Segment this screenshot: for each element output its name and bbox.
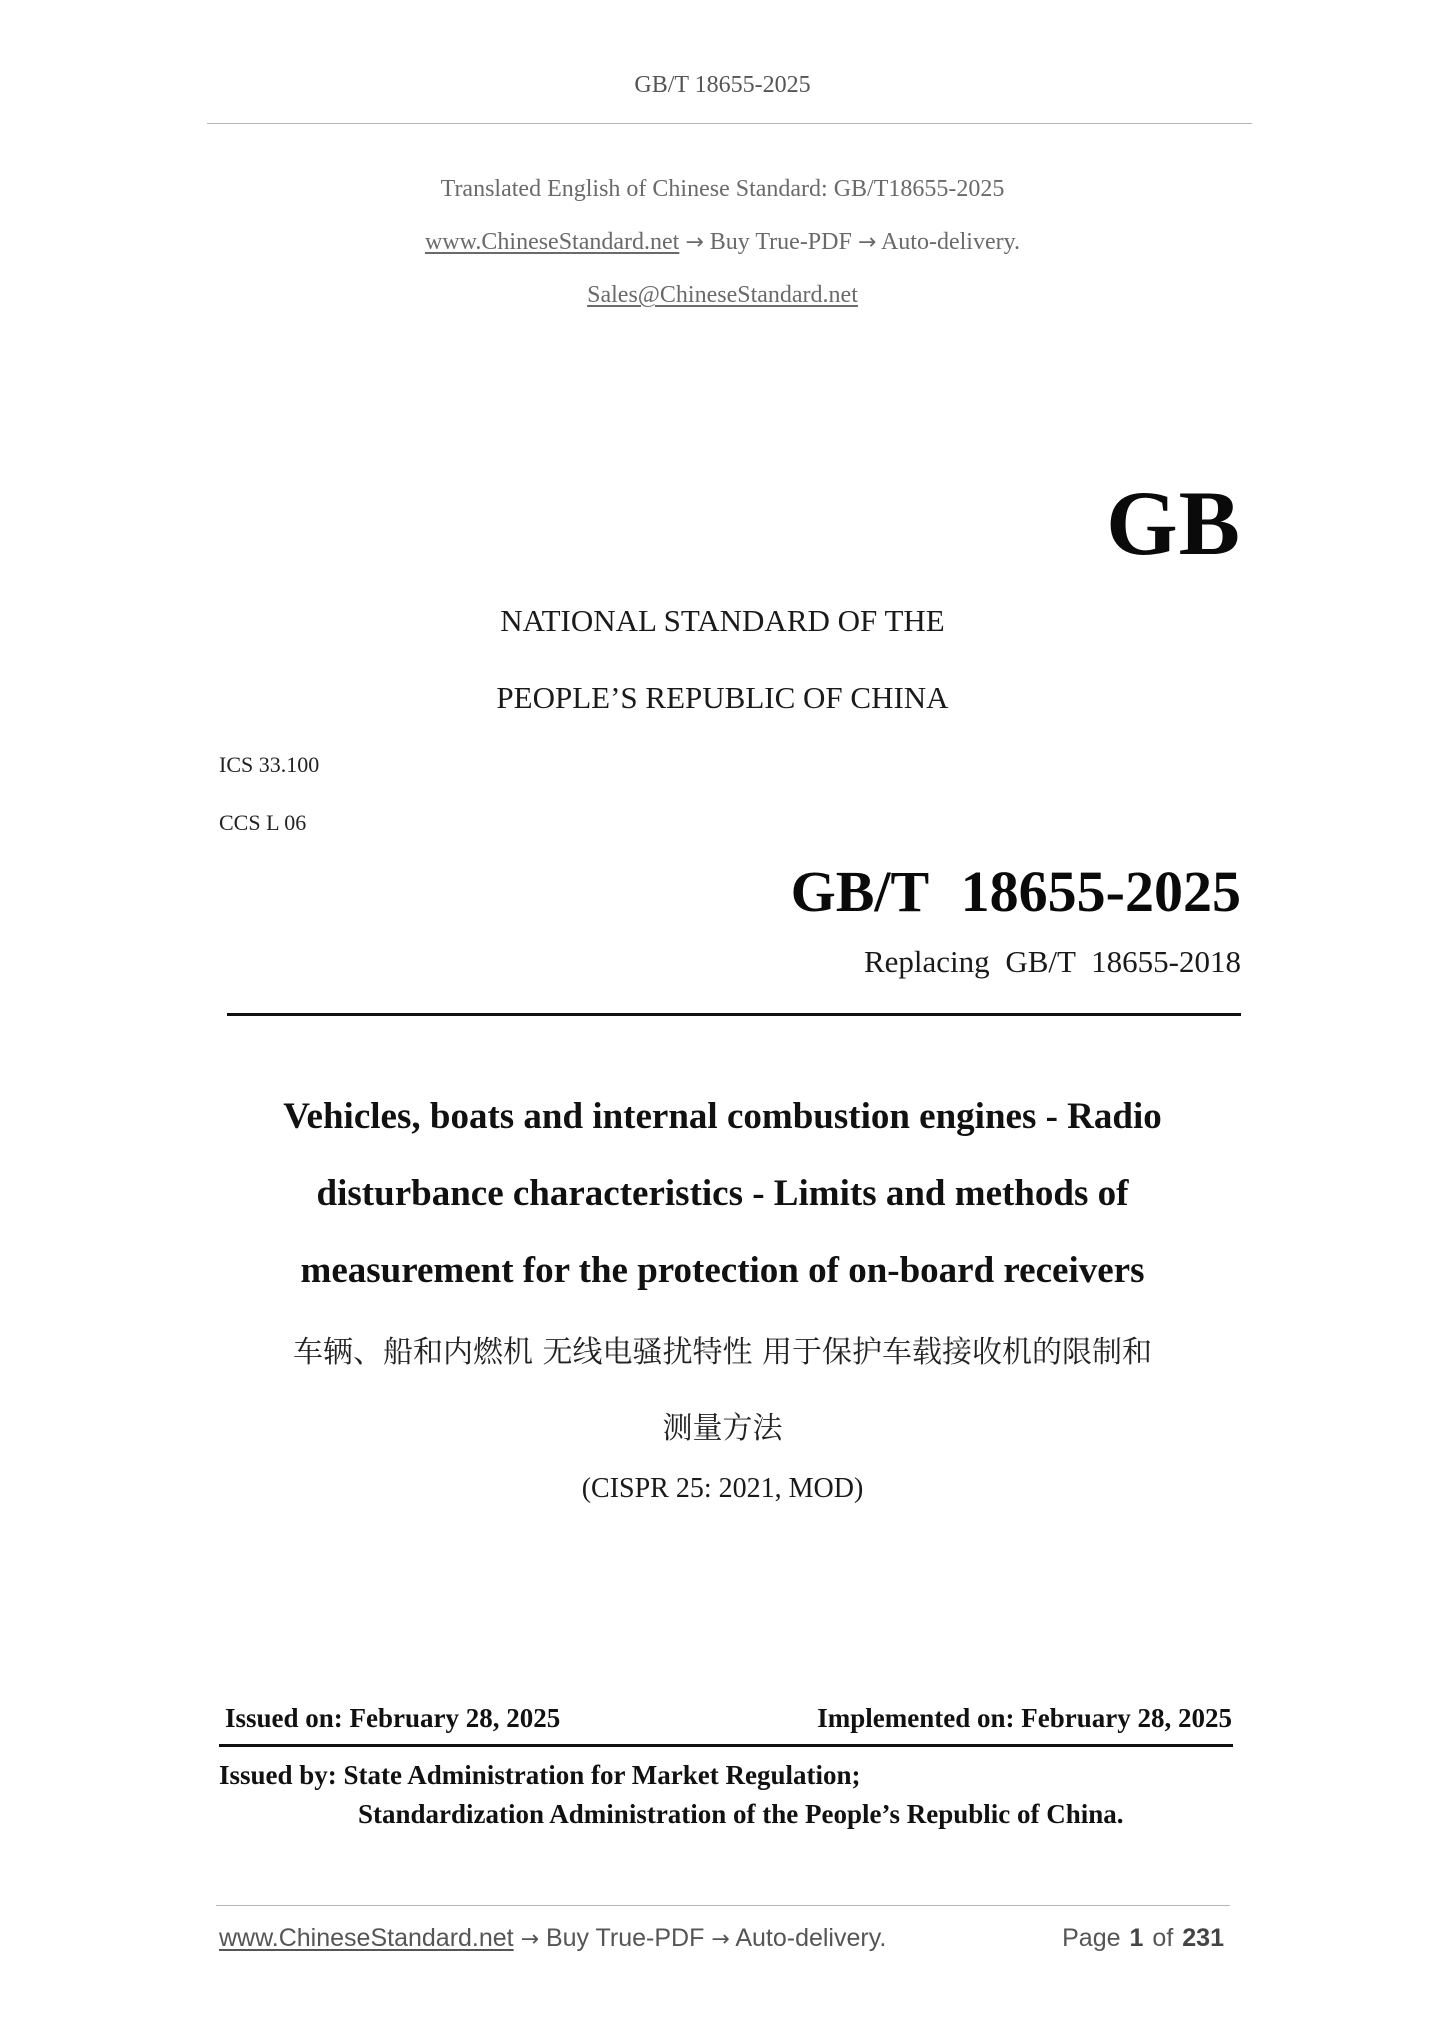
chinese-title-line1: 车辆、船和内燃机 无线电骚扰特性 用于保护车载接收机的限制和 (292, 1335, 1153, 1370)
page-current: 1 (1129, 1924, 1144, 1952)
ccs-code: CCS L 06 (219, 810, 307, 835)
sales-email-link[interactable]: Sales@ChineseStandard.net (587, 282, 858, 308)
footer-site-link[interactable]: www.ChineseStandard.net (219, 1924, 514, 1952)
contact-line (0, 282, 1445, 309)
adoption-note: (CISPR 25: 2021, MOD) (581, 1473, 864, 1504)
site-link[interactable]: www.ChineseStandard.net (424, 229, 680, 255)
arrow-right-icon: → (857, 230, 877, 255)
english-title-line3: measurement for the protection of on-board receivers (300, 1250, 1145, 1291)
purchase-notice (0, 229, 1445, 256)
chinese-title-line2: 测量方法 (662, 1411, 783, 1446)
english-title-line1: Vehicles, boats and internal combustion engines - Radio (283, 1096, 1162, 1137)
footer-divider (216, 1905, 1230, 1906)
english-title-line2: disturbance characteristics - Limits and methods of (316, 1173, 1129, 1214)
footer-delivery-text: Auto-delivery. (735, 1924, 887, 1952)
title-divider (227, 1013, 1241, 1016)
buy-pdf-text: Buy True-PDF (709, 229, 852, 255)
footer-buy-text: Buy True-PDF (545, 1924, 705, 1952)
national-standard-line2: PEOPLE’S REPUBLIC OF CHINA (496, 680, 949, 715)
issued-on-date: Issued on: February 28, 2025 (225, 1703, 561, 1733)
page-of: of (1152, 1924, 1174, 1952)
page-total: 231 (1182, 1924, 1224, 1952)
ics-code: ICS 33.100 (219, 752, 320, 777)
implemented-on-date: Implemented on: February 28, 2025 (817, 1703, 1232, 1733)
issuer-line2: Standardization Administration of the People’s Republic of China. (358, 1799, 1124, 1829)
arrow-right-icon: → (711, 1927, 730, 1952)
running-header: GB/T 18655-2025 (634, 72, 811, 98)
translation-notice: Translated English of Chinese Standard: GB/T18655-2025 (440, 176, 1005, 202)
arrow-right-icon: → (520, 1927, 540, 1952)
dates-divider (219, 1744, 1233, 1747)
header-divider (207, 123, 1252, 124)
issuer-line1: Issued by: State Administration for Market Regulation; (219, 1760, 861, 1790)
standard-number: GB/T 18655-2025 (790, 859, 1241, 924)
auto-delivery-text: Auto-delivery. (880, 229, 1021, 255)
arrow-right-icon: → (685, 230, 704, 255)
page-indicator (1062, 1924, 1224, 1953)
replacing-standard: Replacing GB/T 18655-2018 (863, 944, 1241, 979)
national-standard-line1: NATIONAL STANDARD OF THE (500, 603, 945, 638)
page-label: Page (1062, 1924, 1121, 1952)
gb-logo: GB (1106, 472, 1241, 574)
footer-purchase-line (219, 1924, 886, 1953)
